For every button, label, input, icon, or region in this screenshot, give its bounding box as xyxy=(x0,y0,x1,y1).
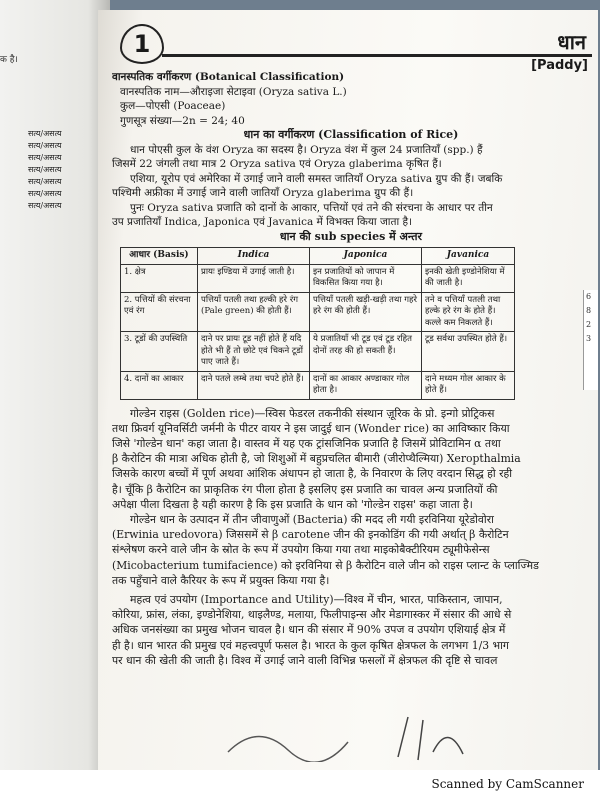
paragraph-line: पश्चिमी अफ्रीका में उगाई जाने वाली जातियाँ Oryza glaberima ग्रुप की हैं। xyxy=(112,187,414,199)
scanner-watermark: Scanned by CamScanner xyxy=(0,770,600,800)
title-rule xyxy=(162,54,592,57)
table-cell: 4. दानों का आकार xyxy=(121,371,198,399)
paragraph-line: β कैरोटिन की मात्रा अधिक होती है, जो शिशुओं में बहुप्रचलित बीमारी (जीरोप्थैल्मिया) Xeropthalmia xyxy=(112,452,521,466)
rice-classification-heading: धान का वर्गीकरण (Classification of Rice) xyxy=(243,128,459,141)
paragraph-line: जिसके कारण बच्चों में पूर्ण अथवा आंशिक अंधापन हो जाता है, के निवारण के लिए वरदान सिद्ध हो रही xyxy=(112,467,513,481)
pen-scribble xyxy=(218,712,518,762)
paragraph-line: है। चूँकि β कैरोटिन का प्राकृतिक रंग पीला होता है इसलिए इस प्रजाति का चावल अन्य प्रजातियों की xyxy=(112,482,498,496)
table-row xyxy=(121,371,515,399)
paragraph-line: जिसे 'गोल्डेन धान' कहा जाता है। वास्तव में यह एक ट्रांसजिनिक प्रजाति है जिसमें प्रोविटामिन α तथा xyxy=(112,436,501,450)
importance-section xyxy=(112,592,590,668)
paragraph-line: (Micobacterium tumifacience) को इरविनिया से β कैरोटिन वाले जीन को राइस प्लान्ट के प्लाज्मिड xyxy=(112,558,539,572)
golden-rice-section xyxy=(112,406,590,588)
chapter-number-badge: 1 xyxy=(120,24,164,64)
table-cell: प्रायः इण्डिया में उगाई जाती है। xyxy=(198,264,310,292)
chapter-title-hindi: धान xyxy=(557,30,586,54)
table-cell: ये प्रजातियाँ भी टूड एवं टूड रहित दोनों तरह की हो सकती हैं। xyxy=(310,332,422,372)
column-header: आधार (Basis) xyxy=(121,248,198,265)
paragraph-line: गोल्डेन धान के उत्पादन में तीन जीवाणुओं (Bacteria) की मदद ली गयी इरविनिया यूरेडोवोरा xyxy=(130,512,494,526)
paragraph-line: जिसमें 22 जंगली तथा मात्र 2 Oryza sativa एवं Oryza glaberima कृषित हैं। xyxy=(112,158,442,170)
table-cell: तने व पत्तियाँ पतली तथा हल्के हरे रंग के होते हैं। कल्ले कम निकलते हैं। xyxy=(422,292,515,332)
family: कुल—पोएसी (Poaceae) xyxy=(120,100,226,112)
edge-number: 3 xyxy=(586,334,592,343)
classification-heading: वानस्पतिक वर्गीकरण (Botanical Classification) xyxy=(112,71,345,83)
edge-number: 8 xyxy=(586,306,592,315)
table-cell: दानों का आकार अण्डाकार गोल होता है। xyxy=(310,371,422,399)
margin-item: सत्य/असत्य xyxy=(28,177,62,186)
paragraph-line: ही है। धान भारत की प्रमुख एवं महत्त्वपूर्ण फसल है। भारत के कुल कृषित क्षेत्रफल के लगभग 1/3 भाग xyxy=(112,638,509,652)
table-row xyxy=(121,332,515,372)
margin-item: सत्य/असत्य xyxy=(28,141,62,150)
paragraph-line: अपेक्षा पीला दिखता है यही कारण है कि इस प्रजाति के धान को 'गोल्डेन राइस' कहा जाता है। xyxy=(112,497,473,511)
paragraph-line: उप प्रजातियाँ Indica, Japonica एवं Javanica में विभक्त किया जाता है। xyxy=(112,216,413,228)
paragraph-line: संश्लेषण करने वाले जीन के स्रोत के रूप में उपयोग किया गया तथा माइकोबैक्टीरियम ट्यूमीफेसेन्स xyxy=(112,543,490,557)
column-header: Javanica xyxy=(422,248,515,265)
paragraph-line: महत्व एवं उपयोग (Importance and Utility)—विश्व में चीन, भारत, पाकिस्तान, जापान, xyxy=(130,592,503,606)
edge-number: 2 xyxy=(586,320,592,329)
table-row xyxy=(121,292,515,332)
chromosome-number: गुणसूत्र संख्या—2n = 24; 40 xyxy=(120,114,245,127)
column-header: Indica xyxy=(198,248,310,265)
column-header: Japonica xyxy=(310,248,422,265)
paragraph-line: (Erwinia uredovora) जिससमें से β carotene जीन की इनकोडिंग की गयी अर्थात् β कैरोटिन xyxy=(112,528,509,542)
page-content xyxy=(112,70,590,668)
paragraph-line: एशिया, यूरोप एवं अमेरिका में उगाई जाने वाली समस्त जातियाँ Oryza sativa ग्रुप की हैं। जबकि xyxy=(130,172,503,185)
paragraph-line: पर धान की खेती की जाती है। विश्व में उगाई जाने वाली विभिन्न फसलों में क्षेत्रफल की दृष्टि से चावल xyxy=(112,653,498,667)
table-cell: दाने पर प्रायः टूड नहीं होते हैं यदि होते भी हैं तो छोटे एवं चिकने टूडों पाए जाते हैं। xyxy=(198,332,310,372)
table-cell: इनकी खेती इण्डोनेशिया में की जाती है। xyxy=(422,264,515,292)
table-cell: पत्तियाँ पतली तथा हल्की हरे रंग (Pale green) की होती हैं। xyxy=(198,292,310,332)
table-cell: इन प्रजातियों को जापान में विकसित किया गया है। xyxy=(310,264,422,292)
table-row xyxy=(121,264,515,292)
book-page xyxy=(98,10,598,770)
table-cell: पत्तियाँ पतली खड़ी-खड़ी तथा गहरे हरे रंग की होती हैं। xyxy=(310,292,422,332)
paragraph-line: कोरिया, फ्रांस, लंका, इण्डोनेशिया, थाइलैण्ड, मलाया, फिलीपाइन्स और मेडागास्कर में संसार की आधे से xyxy=(112,608,512,622)
paragraph-line: धान पोएसी कुल के वंश Oryza का सदस्य है। Oryza वंश में कुल 24 प्रजातियाँ (spp.) हैं xyxy=(130,143,483,156)
edge-number: 6 xyxy=(586,292,592,301)
margin-item: सत्य/असत्य xyxy=(28,165,62,174)
margin-item: सत्य/असत्य xyxy=(28,201,62,210)
table-header-row xyxy=(121,248,515,265)
botanical-name: वानस्पतिक नाम—औराइजा सेटाइवा (Oryza sativa L.) xyxy=(120,85,347,98)
chapter-title-english: [Paddy] xyxy=(531,58,588,73)
table-cell: दाने मध्यम गोल आकार के होते हैं। xyxy=(422,371,515,399)
paragraph-line: गोल्डेन राइस (Golden rice)—स्विस फेडरल तकनीकी संस्थान ज़ूरिक के प्रो. इन्गो प्रोट्रिकस xyxy=(130,406,495,420)
subspecies-table xyxy=(120,247,515,400)
margin-item: सत्य/असत्य xyxy=(28,129,62,138)
paragraph-line: पुनः Oryza sativa प्रजाति को दानों के आकार, पत्तियों एवं तने की संरचना के आधार पर तीन xyxy=(130,201,493,214)
margin-item: सत्य/असत्य xyxy=(28,189,62,198)
left-facing-page xyxy=(0,0,110,770)
table-cell: टूड सर्वथा उपस्थित होते हैं। xyxy=(422,332,515,372)
paragraph-line: तक पहुँचाने वाले कैरियर के रूप में प्रयुक्त किया गया है। xyxy=(112,573,330,587)
table-cell: 2. पत्तियों की संरचना एवं रंग xyxy=(121,292,198,332)
table-cell: दाने पतले लम्बे तथा चपटे होते हैं। xyxy=(198,371,310,399)
table-heading: धान की sub species में अन्तर xyxy=(279,229,423,243)
margin-item: सत्य/असत्य xyxy=(28,153,62,162)
left-page-margin-list xyxy=(28,128,62,212)
table-cell: 3. टूडों की उपस्थिति xyxy=(121,332,198,372)
left-page-text: क है। xyxy=(0,55,18,65)
paragraph-line: अधिक जनसंख्या का प्रमुख भोजन चावल है। धान की संसार में 90% उपज व उपयोग एशियाई क्षेत्र में xyxy=(112,623,506,637)
paragraph-line: तथा फ्रिवर्ग यूनिवर्सिटी जर्मनी के पीटर वायर ने इस जादुई धान (Wonder rice) का आविष्कार किया xyxy=(112,421,510,435)
table-cell: 1. क्षेत्र xyxy=(121,264,198,292)
